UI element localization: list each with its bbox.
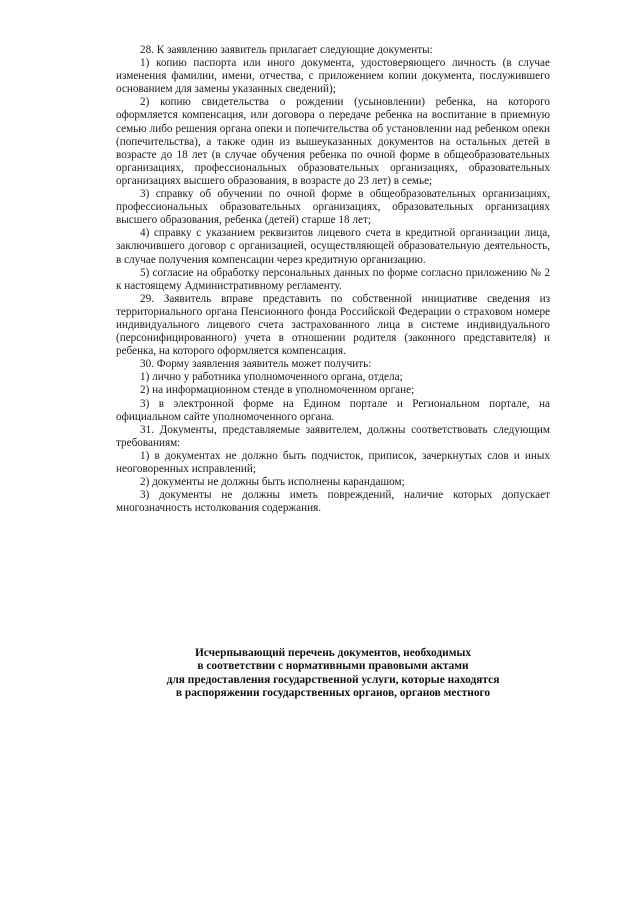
paragraph-31-item-3: 3) документы не должны иметь повреждений, наличие которых допускает многозначность истолкования содержания. xyxy=(116,489,550,515)
paragraph-28: 28. К заявлению заявитель прилагает следующие документы: xyxy=(140,44,433,56)
paragraph-30-item-1: 1) лично у работника уполномоченного органа, отдела; xyxy=(140,371,403,384)
section-heading xyxy=(116,647,550,701)
paragraph-28-item-3: 3) справку об обучении по очной форме в общеобразовательных организациях, профессиональных образовательных организациях, образовательных организациях высшего образования, ребенка (детей) старше 18 лет; xyxy=(116,188,550,227)
document-body xyxy=(116,44,550,515)
heading-line: для предоставления государственной услуги, которые находятся xyxy=(166,673,500,686)
paragraph-28-item-1: 1) копию паспорта или иного документа, удостоверяющего личность (в случае изменения фамилии, имени, отчества, с приложением копии документа, послужившего основанием для замены указанных сведений); xyxy=(116,57,550,96)
paragraph-29: 29. Заявитель вправе представить по собственной инициативе сведения из территориального органа Пенсионного фонда Российской Федерации о страховом номере индивидуального лицевого счета застрахованного лица в системе индивидуального (персонифицированного) учета в отношении родителя (законного представителя) и ребенка, на которого оформляется компенсация. xyxy=(116,292,550,358)
paragraph-28-item-5: 5) согласие на обработку персональных данных по форме согласно приложению № 2 к настоящему Административному регламенту. xyxy=(116,266,550,292)
paragraph-28-item-4: 4) справку с указанием реквизитов лицевого счета в кредитной организации лица, заключившего договор с организацией, осуществляющей образовательную деятельность, в случае получения компенсации через кредитную организацию. xyxy=(116,227,550,266)
paragraph-30-item-2: 2) на информационном стенде в уполномоченном органе; xyxy=(140,384,415,397)
paragraph-31: 31. Документы, представляемые заявителем, должны соответствовать следующим требованиям: xyxy=(116,423,550,449)
heading-line: в распоряжении государственных органов, органов местного xyxy=(175,687,491,700)
paragraph-31-item-1: 1) в документах не должно быть подчисток, приписок, зачеркнутых слов и иных неоговоренных исправлений; xyxy=(116,449,550,475)
heading-line: в соответствии с нормативными правовыми актами xyxy=(197,660,469,673)
paragraph-28-item-2: 2) копию свидетельства о рождении (усыновлении) ребенка, на которого оформляется компенсация, или договора о передаче ребенка на воспитание в приемную семью либо решения органа опеки и попечительства об установлении над ребенком опеки (попечительства), а также один из вышеуказанных документов на остальных детей в возрасте до 18 лет (в случае обучения ребенка по очной форме в общеобразовательных организациях, профессиональных образовательных организациях, образовательных организациях высшего образования, в возрасте до 23 лет) в семье; xyxy=(116,96,550,187)
paragraph-31-item-2: 2) документы не должны быть исполнены карандашом; xyxy=(140,476,405,489)
heading-line: Исчерпывающий перечень документов, необходимых xyxy=(194,647,472,659)
paragraph-30-item-3: 3) в электронной форме на Едином портале и Региональном портале, на официальном сайте уполномоченного органа. xyxy=(116,397,550,423)
paragraph-30: 30. Форму заявления заявитель может получить: xyxy=(140,358,372,371)
